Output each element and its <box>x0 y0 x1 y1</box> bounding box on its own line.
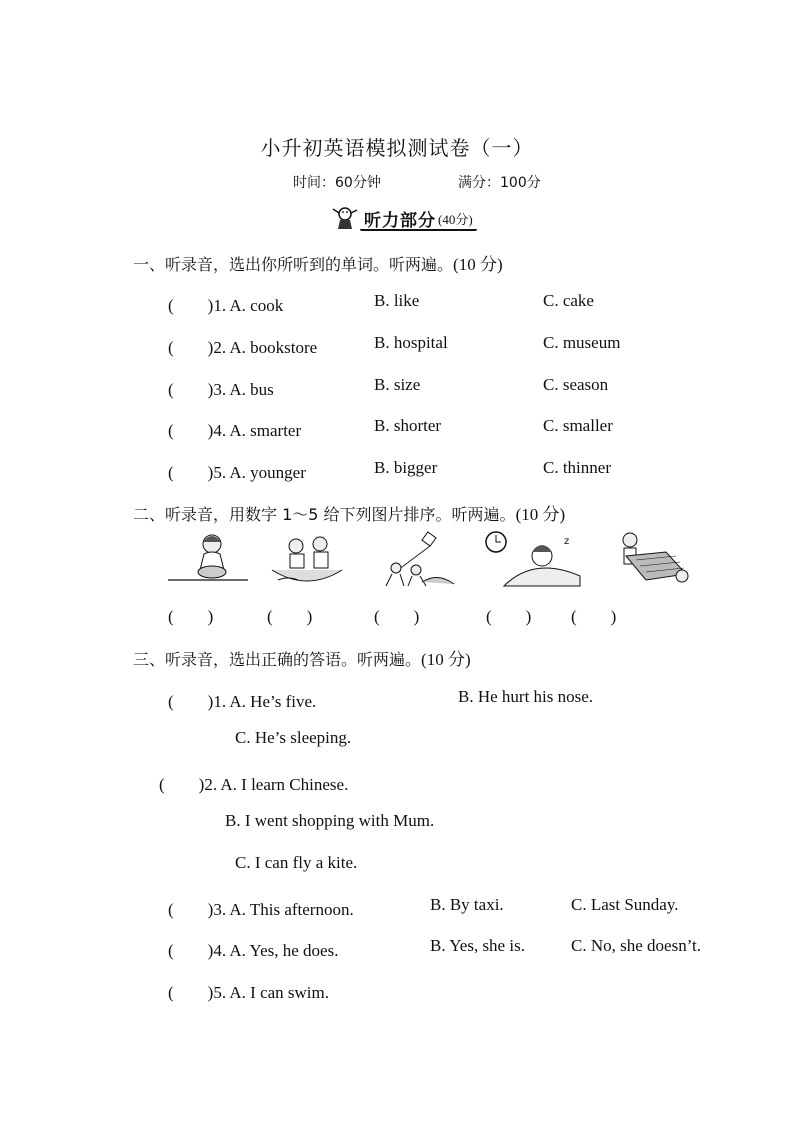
q1-5-option-b[interactable]: B. bigger <box>374 458 438 477</box>
picture-girl-cooking <box>168 530 248 590</box>
listening-banner <box>330 205 473 231</box>
q1-2-option-c[interactable]: C. museum <box>543 333 621 352</box>
picture-kids-playing-chess <box>616 530 694 590</box>
exam-full-score: 满分：100分 <box>458 175 541 191</box>
page-title: 小升初英语模拟测试卷（一） <box>260 136 534 160</box>
speaker-mascot-icon <box>330 205 360 231</box>
q1-5-option-c[interactable]: C. thinner <box>543 458 611 477</box>
section-1-heading <box>133 250 503 275</box>
q1-3-option-a[interactable]: ( )3. A. bus <box>168 380 274 399</box>
section-instruction: 听录音，用数字 1～5 给下列图片排序。听两遍。 <box>165 505 516 524</box>
banner-underline <box>360 229 477 231</box>
q3-2-option-b[interactable]: B. I went shopping with Mum. <box>225 811 435 830</box>
banner-label: 听力部分 <box>364 210 436 231</box>
picture-kids-flying-kite <box>378 530 456 590</box>
section-3-heading <box>133 645 471 670</box>
section-number: 一、 <box>133 255 166 274</box>
section-instruction: 听录音，选出你所听到的单词。听两遍。 <box>165 255 454 274</box>
q3-1-option-a[interactable]: ( )1. A. He’s five. <box>168 692 317 711</box>
svg-text:z: z <box>564 536 570 547</box>
q3-3-option-a[interactable]: ( )3. A. This afternoon. <box>168 900 354 919</box>
section-points: (10 分) <box>453 255 503 274</box>
q1-2-option-a[interactable]: ( )2. A. bookstore <box>168 338 318 357</box>
q1-2-option-b[interactable]: B. hospital <box>374 333 448 352</box>
exam-time: 时间：60分钟 <box>293 175 381 191</box>
picture-kids-in-boat <box>268 530 346 590</box>
q3-3-option-c[interactable]: C. Last Sunday. <box>571 895 679 914</box>
q3-4-option-b[interactable]: B. Yes, she is. <box>430 936 525 955</box>
section-number: 二、 <box>133 505 166 524</box>
q3-4-option-a[interactable]: ( )4. A. Yes, he does. <box>168 941 339 960</box>
q1-4-option-b[interactable]: B. shorter <box>374 416 442 435</box>
q3-1-option-c[interactable]: C. He’s sleeping. <box>235 728 352 747</box>
order-blank-3[interactable]: ( ) <box>374 607 420 626</box>
section-points: (10 分) <box>421 650 471 669</box>
q1-1-option-c[interactable]: C. cake <box>543 291 594 310</box>
q3-5-option-a[interactable]: ( )5. A. I can swim. <box>168 983 330 1002</box>
banner-points: (40分) <box>438 211 473 227</box>
q3-3-option-b[interactable]: B. By taxi. <box>430 895 504 914</box>
section-2-heading <box>133 500 565 525</box>
q3-1-option-b[interactable]: B. He hurt his nose. <box>458 687 594 706</box>
q1-4-option-c[interactable]: C. smaller <box>543 416 613 435</box>
q1-1-option-a[interactable]: ( )1. A. cook <box>168 296 284 315</box>
section-points: (10 分) <box>515 505 566 524</box>
q3-4-option-c[interactable]: C. No, she doesn’t. <box>571 936 702 955</box>
order-blank-1[interactable]: ( ) <box>168 607 214 626</box>
picture-boy-sleeping <box>484 530 582 590</box>
section-number: 三、 <box>133 650 166 669</box>
q1-1-option-b[interactable]: B. like <box>374 291 420 310</box>
q1-4-option-a[interactable]: ( )4. A. smarter <box>168 421 302 440</box>
order-blank-5[interactable]: ( ) <box>571 607 617 626</box>
q3-2-option-a[interactable]: ( )2. A. I learn Chinese. <box>159 775 349 794</box>
q3-2-option-c[interactable]: C. I can fly a kite. <box>235 853 358 872</box>
q1-5-option-a[interactable]: ( )5. A. younger <box>168 463 306 482</box>
order-blank-4[interactable]: ( ) <box>486 607 532 626</box>
q1-3-option-c[interactable]: C. season <box>543 375 609 394</box>
order-blank-2[interactable]: ( ) <box>267 607 313 626</box>
section-instruction: 听录音，选出正确的答语。听两遍。 <box>165 650 422 669</box>
q1-3-option-b[interactable]: B. size <box>374 375 421 394</box>
